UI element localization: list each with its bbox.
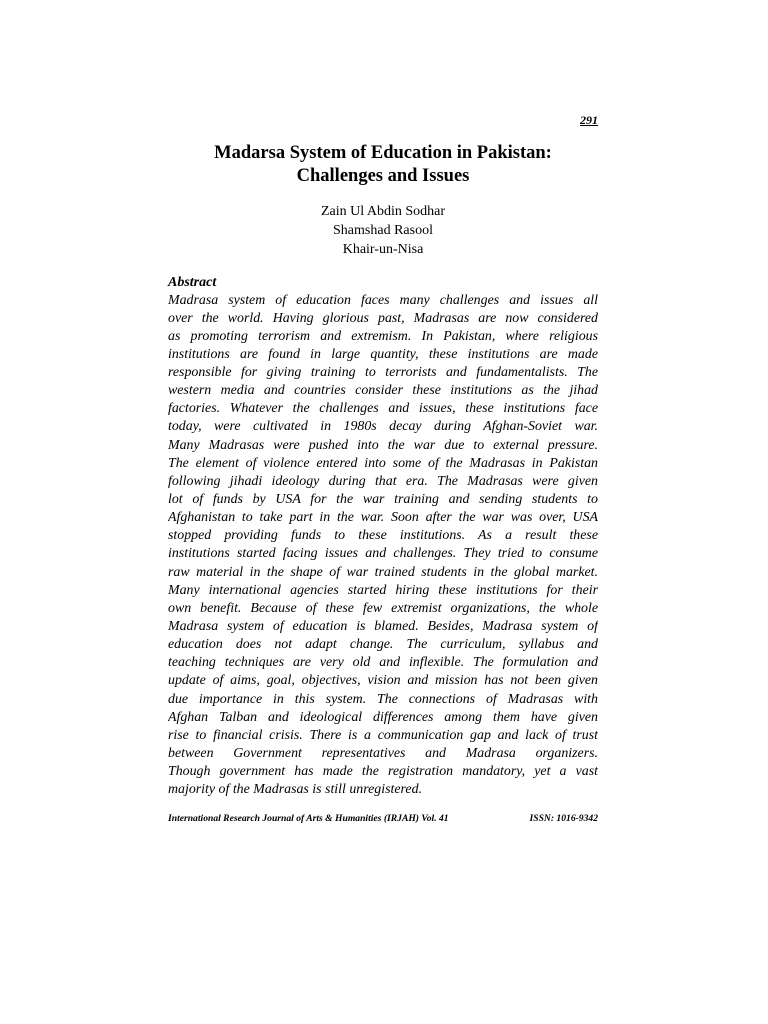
abstract-line: between Government representatives and Madrasa organizers. xyxy=(168,746,598,762)
abstract-line: update of aims, goal, objectives, vision and mission has not been given xyxy=(168,673,598,689)
abstract-line: responsible for giving training to terrorists and fundamentalists. The xyxy=(168,365,598,381)
abstract-line: raw material in the shape of war trained students in the global market. xyxy=(168,564,598,580)
abstract-line: today, were cultivated in 1980s decay during Afghan-Soviet war. xyxy=(168,419,598,435)
author-name: Zain Ul Abdin Sodhar xyxy=(320,204,446,219)
journal-footer: International Research Journal of Arts & Humanities (IRJAH) Vol. 41 xyxy=(168,813,449,824)
abstract-line: The element of violence entered into some of the Madrasas in Pakistan xyxy=(168,455,598,471)
abstract-line: over the world. Having glorious past, Madrasas are now considered xyxy=(168,310,598,326)
author-name: Khair-un-Nisa xyxy=(342,242,424,257)
abstract-line: institutions started facing issues and challenges. They tried to consume xyxy=(168,546,598,562)
author-name: Shamshad Rasool xyxy=(333,223,433,238)
abstract-line: Many international agencies started hiring these institutions for their xyxy=(168,582,598,598)
abstract-line: western media and countries consider these institutions as the jihad xyxy=(168,383,598,399)
abstract-line: own benefit. Because of these few extremist organizations, the whole xyxy=(168,600,598,616)
abstract-line: following jihadi ideology during that era. The Madrasas were given xyxy=(168,473,598,489)
paper-title xyxy=(168,142,598,188)
abstract-line: Afghanistan to take part in the war. Soon after the war was over, USA xyxy=(168,510,598,526)
abstract-line: teaching techniques are very old and inflexible. The formulation and xyxy=(168,655,598,671)
abstract-heading: Abstract xyxy=(168,275,217,290)
abstract-line: Madrasa system of education is blamed. Besides, Madrasa system of xyxy=(168,619,598,635)
abstract-line: factories. Whatever the challenges and issues, these institutions face xyxy=(168,401,598,417)
page-number: 291 xyxy=(580,113,598,127)
abstract-line: stopped providing funds to these institutions. As a result these xyxy=(168,528,598,544)
abstract-line: lot of funds by USA for the war training and sending students to xyxy=(168,492,598,508)
paper-title-line-2: Challenges and Issues xyxy=(296,166,470,186)
abstract-line: Many Madrasas were pushed into the war due to external pressure. xyxy=(168,437,598,453)
abstract-line: rise to financial crisis. There is a communication gap and lack of trust xyxy=(168,727,598,743)
abstract-line: education does not adapt change. The curriculum, syllabus and xyxy=(168,637,598,653)
abstract-line: Afghan Talban and ideological differences among them have given xyxy=(168,709,598,725)
paper-title-line-1: Madarsa System of Education in Pakistan: xyxy=(214,143,552,163)
abstract-line: institutions are found in large quantity, these institutions are made xyxy=(168,346,598,362)
abstract-line: majority of the Madrasas is still unregistered. xyxy=(168,782,423,798)
abstract-line: due importance in this system. The connections of Madrasas with xyxy=(168,691,598,707)
abstract-line: Madrasa system of education faces many challenges and issues all xyxy=(168,292,598,308)
abstract-line: Though government has made the registration mandatory, yet a vast xyxy=(168,764,598,780)
abstract-line: as promoting terrorism and extremism. In Pakistan, where religious xyxy=(168,328,598,344)
abstract-body xyxy=(168,292,598,800)
issn-footer: ISSN: 1016-9342 xyxy=(529,813,598,824)
author-list xyxy=(168,202,598,259)
